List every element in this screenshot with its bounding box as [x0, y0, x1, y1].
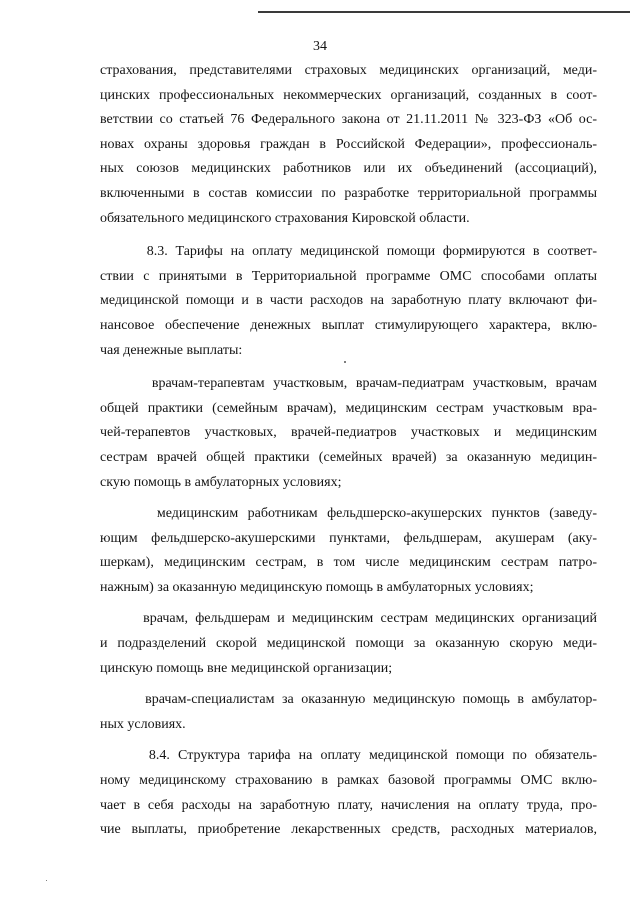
paragraph-feldsher [100, 502, 597, 600]
text-line: медицинской помощи и в части расходов на заработную плату включают фи- [100, 293, 597, 309]
text-line: нажным) за оказанную медицинскую помощь в амбулаторных условиях; [100, 579, 534, 595]
body-text [100, 59, 597, 843]
text-line: медицинским работникам фельдшерско-акушерских пунктов (заведу- [100, 506, 597, 522]
paragraph-8-4 [100, 744, 597, 842]
text-line: шеркам), медицинским сестрам, в том числе медицинским сестрам патро- [100, 555, 597, 571]
text-line: нансовое обеспечение денежных выплат стимулирующего характера, вклю- [100, 317, 597, 333]
text-line: ных союзов медицинских работников или их объединений (ассоциаций), [100, 161, 597, 177]
text-line: врачам-специалистам за оказанную медицинскую помощь в амбулатор- [100, 692, 597, 708]
paragraph-therapists [100, 372, 597, 495]
text-line: ному медицинскому страхованию в рамках базовой программы ОМС вклю- [100, 773, 597, 789]
text-line: чая денежные выплаты: [100, 342, 243, 358]
text-line: чает в себя расходы на заработную плату, начисления на оплату труда, про- [100, 797, 597, 813]
text-line: страхования, представителями страховых медицинских организаций, меди- [100, 63, 597, 78]
text-line: врачам, фельдшерам и медицинским сестрам медицинских организаций [100, 611, 597, 627]
scan-speck [344, 361, 346, 363]
text-line: цинских профессиональных некоммерческих организаций, созданных в соот- [100, 87, 597, 103]
text-line: чие выплаты, приобретение лекарственных средств, расходных материалов, [100, 822, 597, 838]
text-line: 8.4. Структура тарифа на оплату медицинской помощи по обязатель- [100, 748, 597, 764]
text-line: сестрам врачей общей практики (семейных врачей) за оказанную медицин- [100, 449, 597, 465]
text-line: ствии с принятыми в Территориальной программе ОМС способами оплаты [100, 268, 597, 284]
text-line: новах охраны здоровья граждан в Российской Федерации», профессиональ- [100, 136, 597, 152]
paragraph-continuation [100, 59, 597, 231]
text-line: общей практики (семейным врачам), медицинским сестрам участковым вра- [100, 400, 597, 416]
page-number: 34 [313, 39, 327, 54]
paragraph-specialists [100, 688, 597, 737]
text-line: и подразделений скорой медицинской помощи за оказанную скорую меди- [100, 636, 597, 652]
text-line: 8.3. Тарифы на оплату медицинской помощи формируются в соответ- [100, 244, 597, 260]
text-line: ветствии со статьей 76 Федерального закона от 21.11.2011 № 323-ФЗ «Об ос- [100, 112, 597, 128]
text-line: врачам-терапевтам участковым, врачам-педиатрам участковым, врачам [100, 376, 597, 392]
text-line: скую помощь в амбулаторных условиях; [100, 474, 342, 490]
text-line: обязательного медицинского страхования Кировской области. [100, 210, 470, 226]
text-line: ных условиях. [100, 716, 186, 732]
top-rule [258, 11, 630, 13]
text-line: ющим фельдшерско-акушерскими пунктами, фельдшерам, акушерам (аку- [100, 530, 597, 546]
paragraph-emergency [100, 607, 597, 681]
text-line: цинскую помощь вне медицинской организации; [100, 660, 393, 676]
text-line: чей-терапевтов участковых, врачей-педиатров участковых и медицинским [100, 425, 597, 441]
paragraph-8-3 [100, 240, 597, 363]
scan-speck [46, 880, 47, 881]
text-line: включенными в состав комиссии по разработке территориальной программы [100, 185, 597, 201]
